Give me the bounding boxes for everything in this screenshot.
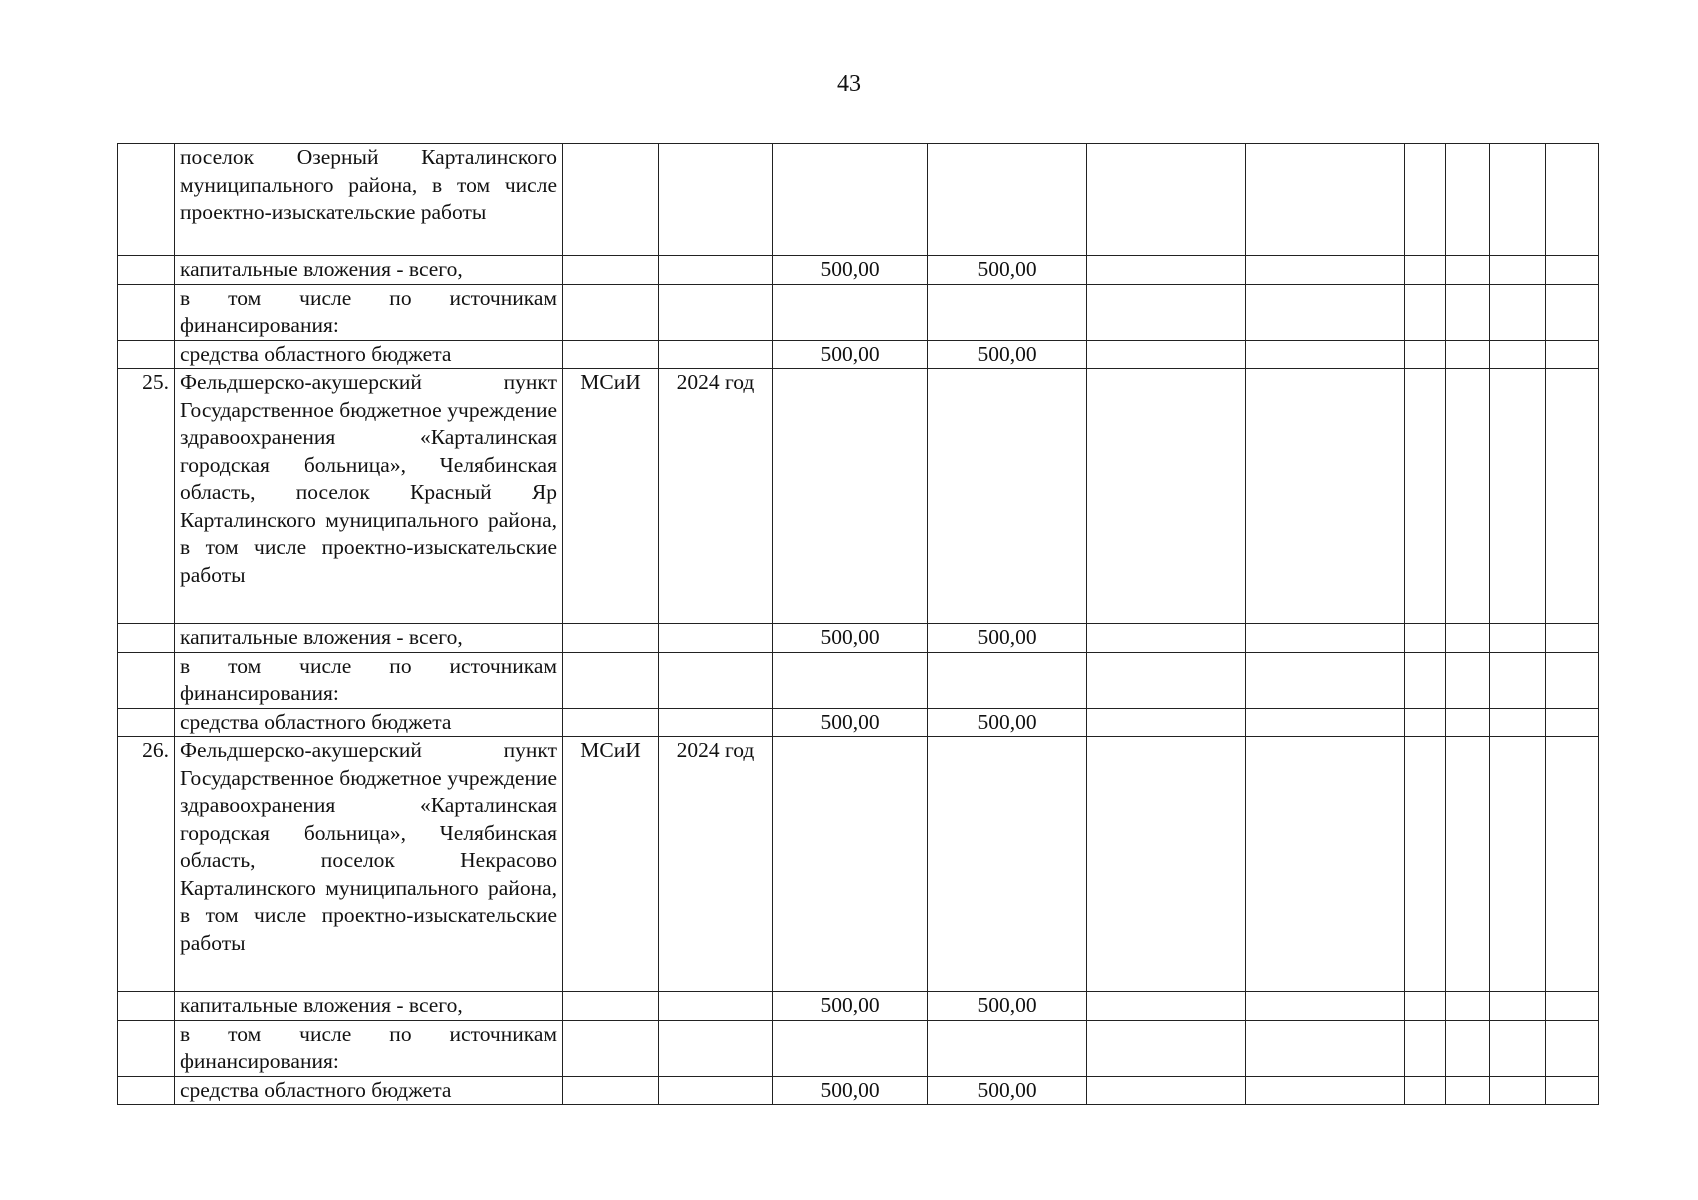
empty-cell: [1546, 1020, 1599, 1076]
value-cell-1: [773, 737, 928, 992]
item-name-cell: средства областного бюджета: [175, 340, 563, 369]
item-name-cell: Фельдшерско-акушерский пункт Государственное бюджетное учреждение здравоохранения «Карталинская городская больница», Челябинская область, поселок Некрасово Карталинского муниципального района, в том числе проектно-изыскательские работы: [175, 737, 563, 992]
empty-cell: [1446, 1076, 1490, 1105]
empty-cell: [1446, 624, 1490, 653]
empty-cell: [1446, 369, 1490, 624]
empty-cell: [1087, 1020, 1246, 1076]
row-number: [118, 1076, 175, 1105]
row-number: 26.: [118, 737, 175, 992]
row-number: [118, 992, 175, 1021]
row-number: [118, 1020, 175, 1076]
empty-cell: [1246, 737, 1405, 992]
empty-cell: [1490, 256, 1546, 285]
value-cell-1: [773, 652, 928, 708]
empty-cell: [1246, 284, 1405, 340]
value-cell-1: [773, 1020, 928, 1076]
item-name-cell: в том числе по источникам финансирования:: [175, 652, 563, 708]
table-row: [118, 369, 1599, 624]
executor-cell: [563, 256, 659, 285]
empty-cell: [1087, 624, 1246, 653]
table-row: [118, 737, 1599, 992]
empty-cell: [1246, 144, 1405, 256]
empty-cell: [1490, 369, 1546, 624]
budget-table: [117, 143, 1599, 1105]
empty-cell: [1087, 340, 1246, 369]
item-name-cell: капитальные вложения - всего,: [175, 256, 563, 285]
empty-cell: [1446, 737, 1490, 992]
period-cell: [659, 624, 773, 653]
table-row: [118, 1076, 1599, 1105]
executor-cell: [563, 340, 659, 369]
empty-cell: [1246, 624, 1405, 653]
empty-cell: [1246, 1076, 1405, 1105]
empty-cell: [1087, 144, 1246, 256]
empty-cell: [1490, 1020, 1546, 1076]
empty-cell: [1405, 708, 1446, 737]
empty-cell: [1246, 652, 1405, 708]
empty-cell: [1546, 1076, 1599, 1105]
item-name-cell: капитальные вложения - всего,: [175, 624, 563, 653]
executor-cell: [563, 1076, 659, 1105]
empty-cell: [1246, 992, 1405, 1021]
period-cell: [659, 340, 773, 369]
value-cell-1: 500,00: [773, 340, 928, 369]
empty-cell: [1087, 369, 1246, 624]
value-cell-1: 500,00: [773, 1076, 928, 1105]
empty-cell: [1405, 369, 1446, 624]
empty-cell: [1246, 708, 1405, 737]
value-cell-2: 500,00: [928, 256, 1087, 285]
empty-cell: [1405, 1076, 1446, 1105]
empty-cell: [1405, 652, 1446, 708]
empty-cell: [1405, 256, 1446, 285]
period-cell: 2024 год: [659, 369, 773, 624]
item-name-cell: Фельдшерско-акушерский пункт Государственное бюджетное учреждение здравоохранения «Карталинская городская больница», Челябинская область, поселок Красный Яр Карталинского муниципального района, в том числе проектно-изыскательские работы: [175, 369, 563, 624]
item-name-cell: в том числе по источникам финансирования:: [175, 284, 563, 340]
empty-cell: [1087, 256, 1246, 285]
table-row: [118, 652, 1599, 708]
empty-cell: [1405, 284, 1446, 340]
period-cell: [659, 708, 773, 737]
empty-cell: [1546, 340, 1599, 369]
row-number: [118, 284, 175, 340]
executor-cell: МСиИ: [563, 369, 659, 624]
empty-cell: [1546, 144, 1599, 256]
row-number: [118, 708, 175, 737]
empty-cell: [1490, 992, 1546, 1021]
empty-cell: [1546, 708, 1599, 737]
value-cell-2: [928, 284, 1087, 340]
empty-cell: [1087, 708, 1246, 737]
empty-cell: [1405, 1020, 1446, 1076]
table-row: [118, 340, 1599, 369]
empty-cell: [1546, 624, 1599, 653]
table-row: [118, 284, 1599, 340]
item-name-cell: поселок Озерный Карталинского муниципального района, в том числе проектно-изыскательские работы: [175, 144, 563, 256]
table-row: [118, 144, 1599, 256]
value-cell-1: [773, 144, 928, 256]
empty-cell: [1490, 340, 1546, 369]
empty-cell: [1246, 1020, 1405, 1076]
empty-cell: [1405, 737, 1446, 992]
period-cell: [659, 1020, 773, 1076]
value-cell-2: 500,00: [928, 340, 1087, 369]
value-cell-2: 500,00: [928, 1076, 1087, 1105]
empty-cell: [1546, 992, 1599, 1021]
value-cell-1: [773, 284, 928, 340]
item-name-cell: средства областного бюджета: [175, 1076, 563, 1105]
empty-cell: [1490, 737, 1546, 992]
item-name-cell: средства областного бюджета: [175, 708, 563, 737]
empty-cell: [1490, 708, 1546, 737]
executor-cell: МСиИ: [563, 737, 659, 992]
empty-cell: [1490, 144, 1546, 256]
empty-cell: [1087, 284, 1246, 340]
item-name-cell: в том числе по источникам финансирования:: [175, 1020, 563, 1076]
value-cell-1: 500,00: [773, 256, 928, 285]
empty-cell: [1490, 624, 1546, 653]
table-row: [118, 624, 1599, 653]
value-cell-2: [928, 737, 1087, 992]
empty-cell: [1087, 737, 1246, 992]
table-row: [118, 992, 1599, 1021]
period-cell: [659, 144, 773, 256]
value-cell-2: [928, 369, 1087, 624]
period-cell: [659, 284, 773, 340]
value-cell-2: [928, 1020, 1087, 1076]
value-cell-2: 500,00: [928, 624, 1087, 653]
executor-cell: [563, 992, 659, 1021]
row-number: 25.: [118, 369, 175, 624]
item-name-cell: капитальные вложения - всего,: [175, 992, 563, 1021]
executor-cell: [563, 284, 659, 340]
row-number: [118, 624, 175, 653]
empty-cell: [1446, 256, 1490, 285]
value-cell-2: [928, 144, 1087, 256]
executor-cell: [563, 1020, 659, 1076]
empty-cell: [1405, 144, 1446, 256]
empty-cell: [1087, 1076, 1246, 1105]
empty-cell: [1087, 992, 1246, 1021]
row-number: [118, 256, 175, 285]
empty-cell: [1446, 652, 1490, 708]
empty-cell: [1246, 256, 1405, 285]
empty-cell: [1546, 284, 1599, 340]
value-cell-2: [928, 652, 1087, 708]
empty-cell: [1246, 369, 1405, 624]
empty-cell: [1490, 652, 1546, 708]
page-number: 43: [837, 71, 861, 97]
row-number: [118, 652, 175, 708]
empty-cell: [1546, 652, 1599, 708]
empty-cell: [1446, 708, 1490, 737]
empty-cell: [1490, 284, 1546, 340]
empty-cell: [1246, 340, 1405, 369]
executor-cell: [563, 652, 659, 708]
empty-cell: [1490, 1076, 1546, 1105]
empty-cell: [1405, 992, 1446, 1021]
empty-cell: [1446, 284, 1490, 340]
period-cell: [659, 256, 773, 285]
executor-cell: [563, 144, 659, 256]
empty-cell: [1546, 737, 1599, 992]
table-row: [118, 256, 1599, 285]
empty-cell: [1087, 652, 1246, 708]
executor-cell: [563, 708, 659, 737]
empty-cell: [1546, 256, 1599, 285]
value-cell-2: 500,00: [928, 708, 1087, 737]
empty-cell: [1405, 624, 1446, 653]
value-cell-1: 500,00: [773, 708, 928, 737]
empty-cell: [1446, 992, 1490, 1021]
value-cell-1: 500,00: [773, 624, 928, 653]
value-cell-1: [773, 369, 928, 624]
empty-cell: [1546, 369, 1599, 624]
table-row: [118, 1020, 1599, 1076]
value-cell-1: 500,00: [773, 992, 928, 1021]
empty-cell: [1446, 1020, 1490, 1076]
empty-cell: [1446, 144, 1490, 256]
executor-cell: [563, 624, 659, 653]
period-cell: 2024 год: [659, 737, 773, 992]
period-cell: [659, 992, 773, 1021]
row-number: [118, 340, 175, 369]
period-cell: [659, 1076, 773, 1105]
empty-cell: [1446, 340, 1490, 369]
value-cell-2: 500,00: [928, 992, 1087, 1021]
table-row: [118, 708, 1599, 737]
period-cell: [659, 652, 773, 708]
row-number: [118, 144, 175, 256]
empty-cell: [1405, 340, 1446, 369]
